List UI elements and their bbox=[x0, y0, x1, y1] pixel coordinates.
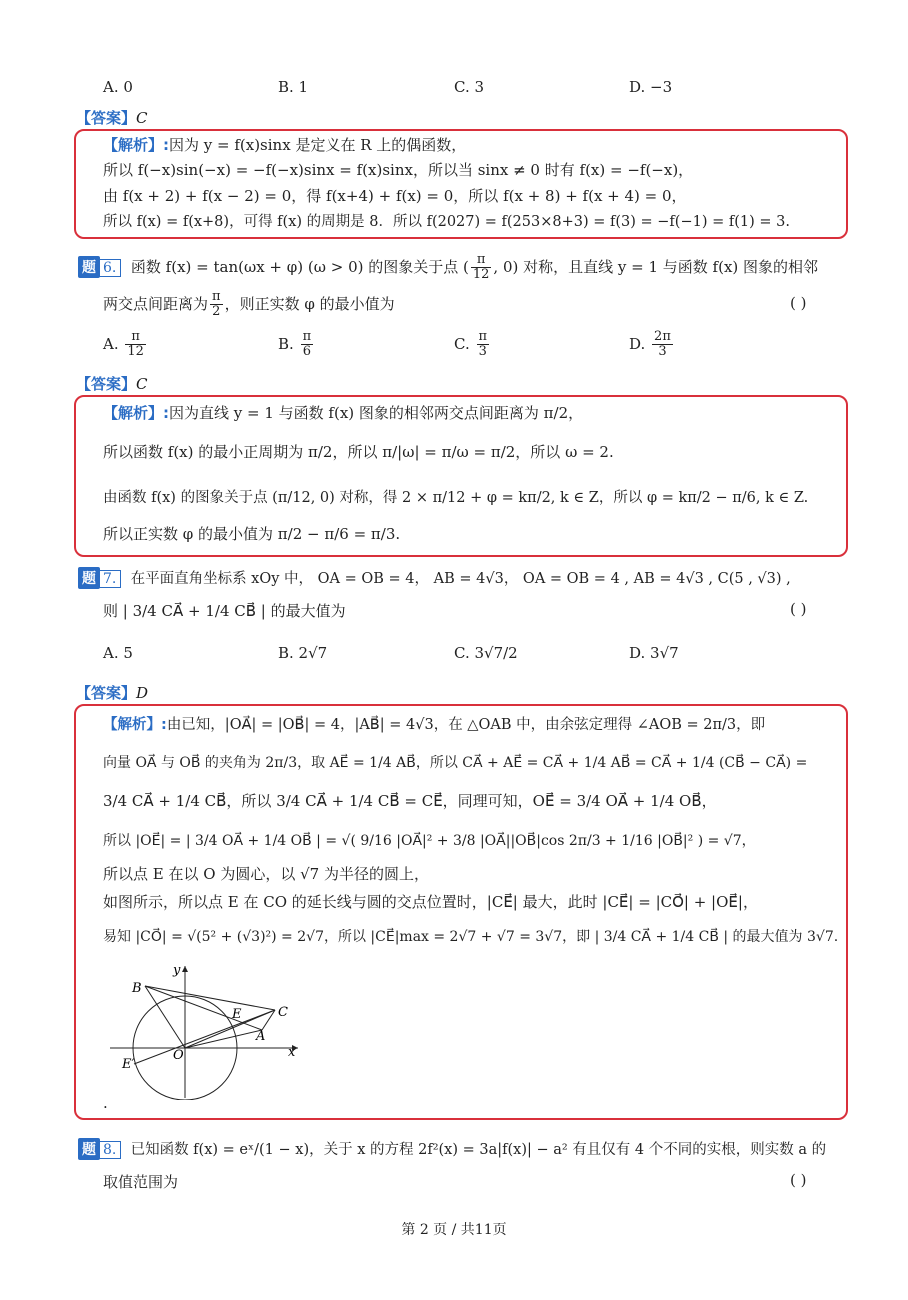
q7-stem-1: 在平面直角坐标系 xOy 中， OA = OB = 4， AB = 4√3， OA = OB = 4 , AB = 4√3 , C(5 , √3) , bbox=[130, 571, 791, 587]
label-e: E bbox=[232, 1007, 242, 1022]
q7-analysis-line-5: 所以点 E 在以 O 为圆心，以 √7 为半径的圆上， bbox=[103, 865, 429, 883]
q6-option-b-label: B. bbox=[278, 334, 294, 353]
q6-answer-label: 【答案】 bbox=[76, 375, 137, 393]
q7-analysis-label: 【解析】: bbox=[103, 717, 167, 733]
q6-option-a bbox=[103, 330, 148, 360]
q6-option-d-value bbox=[652, 330, 673, 360]
q6-option-b bbox=[278, 330, 315, 360]
segment-bo bbox=[145, 986, 185, 1048]
q7-trailing-dot: . bbox=[103, 1094, 108, 1112]
q7-analysis-line-2: 向量 OA⃗ 与 OB⃗ 的夹角为 2π/3，取 AE⃗ = 1/4 AB⃗，所以 CA⃗ + AE⃗ = CA⃗ + 1/4 AB⃗ = CA⃗ + 1/4 (CB⃗ − CA⃗) = bbox=[103, 755, 808, 771]
q6-stem-line-2 bbox=[103, 290, 395, 320]
label-a: A bbox=[256, 1029, 266, 1044]
q6-analysis-line-2: 所以函数 f(x) 的最小正周期为 π/2，所以 π/|ω| = π/ω = π/2，所以 ω = 2. bbox=[103, 443, 614, 461]
q6-option-d-label: D. bbox=[629, 334, 646, 353]
q6-analysis-line-1 bbox=[103, 402, 583, 423]
label-e-prime: E′ bbox=[122, 1057, 135, 1072]
q6-option-c-label: C. bbox=[454, 334, 470, 353]
q7-number: 7. bbox=[98, 570, 121, 588]
q6-tag: 题 bbox=[78, 256, 100, 278]
q6-stem-1b: , 0) 对称，且直线 y = 1 与函数 f(x) 图象的相邻 bbox=[493, 257, 819, 276]
q7-analysis-line-3: 3/4 CA⃗ + 1/4 CB⃗，所以 3/4 CA⃗ + 1/4 CB⃗ = CE⃗，同理可知，OE⃗ = 3/4 OA⃗ + 1/4 OB⃗， bbox=[103, 792, 717, 810]
q6-option-c-num: π bbox=[478, 329, 488, 344]
q7-analysis-line-4: 所以 |OE⃗| = | 3/4 OA⃗ + 1/4 OB⃗ | = √( 9/16 |OA⃗|² + 3/8 |OA⃗||OB⃗|cos 2π/3 + 1/16 |OB⃗|² ) = √7， bbox=[103, 833, 756, 849]
q5-option-c: C. 3 bbox=[454, 78, 485, 96]
q6-option-d-den: 3 bbox=[658, 344, 667, 360]
q6-stem-line-1 bbox=[78, 253, 818, 283]
q7-option-a: A. 5 bbox=[103, 644, 133, 662]
q5-analysis-label: 【解析】: bbox=[103, 136, 169, 154]
q8-stem-1: 已知函数 f(x) = eˣ/(1 − x)，关于 x 的方程 2f²(x) = 3a|f(x)| − a² 有且仅有 4 个不同的实根，则实数 a 的 bbox=[130, 1142, 827, 1158]
q6-line-1-text: 因为直线 y = 1 与函数 f(x) 图象的相邻两交点间距离为 π/2， bbox=[169, 404, 584, 422]
q6-option-a-den: 12 bbox=[127, 344, 144, 360]
segment-bc bbox=[145, 986, 275, 1010]
q5-analysis-line-1 bbox=[103, 134, 466, 155]
q6-stem-2a: 两交点间距离为 bbox=[103, 294, 209, 313]
q6-option-c-den: 3 bbox=[478, 344, 487, 360]
q7-answer-value: D bbox=[136, 684, 149, 702]
segment-oa bbox=[185, 1030, 262, 1048]
q5-answer bbox=[76, 107, 148, 128]
q5-line-1-text: 因为 y = f(x)sinx 是定义在 R 上的偶函数， bbox=[169, 136, 467, 154]
q8-stem-line-2: 取值范围为 bbox=[103, 1173, 179, 1191]
q5-answer-value: C bbox=[136, 109, 148, 127]
label-c: C bbox=[278, 1005, 288, 1020]
q8-stem-line-1 bbox=[78, 1138, 826, 1160]
q7-tag: 题 bbox=[78, 567, 100, 589]
label-o: O bbox=[173, 1048, 184, 1063]
q6-stem-2b: ，则正实数 φ 的最小值为 bbox=[224, 294, 395, 313]
q5-answer-label: 【答案】 bbox=[76, 109, 137, 127]
q6-option-b-value bbox=[301, 330, 314, 360]
q8-answer-blank: ( ) bbox=[790, 1171, 807, 1189]
label-b: B bbox=[132, 981, 142, 996]
q5-option-d: D. −3 bbox=[629, 78, 673, 96]
q7-option-b: B. 2√7 bbox=[278, 644, 328, 662]
label-x: x bbox=[288, 1045, 296, 1060]
q5-option-b: B. 1 bbox=[278, 78, 309, 96]
q7-option-d: D. 3√7 bbox=[629, 644, 679, 662]
q8-number: 8. bbox=[98, 1141, 121, 1159]
q6-analysis-label: 【解析】: bbox=[103, 404, 169, 422]
q6-answer bbox=[76, 373, 148, 394]
q6-stem-frac-pi-2: $\frac{\pi}{2}$ bbox=[212, 289, 221, 320]
q7-option-c: C. 3√7/2 bbox=[454, 644, 518, 662]
q6-stem-frac-pi-12: $\frac{\pi}{12}$ bbox=[472, 252, 490, 283]
q5-option-a: A. 0 bbox=[103, 78, 133, 96]
q5-analysis-line-4: 所以 f(x) = f(x+8)，可得 f(x) 的周期是 8．所以 f(2027) = f(253×8+3) = f(3) = −f(−1) = f(1) = 3. bbox=[103, 214, 790, 230]
q6-option-b-num: π bbox=[302, 329, 312, 344]
q6-answer-value: C bbox=[136, 375, 148, 393]
label-y: y bbox=[173, 963, 181, 978]
q7-stem-line-2: 则 | 3/4 CA⃗ + 1/4 CB⃗ | 的最大值为 bbox=[103, 602, 346, 620]
q6-number: 6. bbox=[98, 259, 121, 277]
q6-option-d-num: 2π bbox=[654, 329, 671, 344]
q7-analysis-line-1 bbox=[103, 713, 765, 734]
q7-answer bbox=[76, 682, 148, 703]
q7-geometry-figure bbox=[110, 960, 310, 1100]
q6-option-c-value bbox=[477, 330, 490, 360]
q6-option-a-value bbox=[125, 330, 146, 360]
q5-analysis-line-2: 所以 f(−x)sin(−x) = −f(−x)sinx = f(x)sinx，所以当 sinx ≠ 0 时有 f(x) = −f(−x)， bbox=[103, 161, 694, 179]
q7-answer-blank: ( ) bbox=[790, 600, 807, 618]
q6-option-d bbox=[629, 330, 675, 360]
q7-analysis-line-6: 如图所示，所以点 E 在 CO 的延长线与圆的交点位置时，|CE⃗| 最大，此时 |CE⃗| = |CO⃗| + |OE⃗|， bbox=[103, 893, 758, 911]
q7-line-1-text: 由已知，|OA⃗| = |OB⃗| = 4，|AB⃗| = 4√3，在 △OAB 中，由余弦定理得 ∠AOB = 2π/3，即 bbox=[166, 717, 766, 733]
q6-analysis-line-4: 所以正实数 φ 的最小值为 π/2 − π/6 = π/3. bbox=[103, 525, 401, 543]
page-footer: 第 2 页 / 共11页 bbox=[401, 1222, 507, 1238]
q6-answer-blank: ( ) bbox=[790, 294, 807, 312]
q6-option-c bbox=[454, 330, 491, 360]
q6-option-a-num: π bbox=[125, 330, 146, 345]
q6-option-a-label: A. bbox=[103, 334, 119, 353]
q7-answer-label: 【答案】 bbox=[76, 684, 137, 702]
q7-stem-line-1 bbox=[78, 567, 791, 589]
q6-option-b-den: 6 bbox=[302, 344, 311, 360]
q5-analysis-line-3: 由 f(x + 2) + f(x − 2) = 0，得 f(x+4) + f(x) = 0，所以 f(x + 8) + f(x + 4) = 0， bbox=[103, 187, 687, 205]
q7-analysis-line-7: 易知 |CO⃗| = √(5² + (√3)²) = 2√7，所以 |CE⃗|max = 2√7 + √7 = 3√7，即 | 3/4 CA⃗ + 1/4 CB⃗ | 的最大值为 3√7. bbox=[103, 929, 839, 945]
segment-ce bbox=[134, 1010, 275, 1064]
q6-stem-1a: 函数 f(x) = tan(ωx + φ) (ω > 0) 的图象关于点 ( bbox=[130, 257, 469, 276]
q8-tag: 题 bbox=[78, 1138, 100, 1160]
q6-analysis-line-3: 由函数 f(x) 的图象关于点 (π/12, 0) 对称，得 2 × π/12 + φ = kπ/2, k ∈ Z，所以 φ = kπ/2 − π/6, k ∈ Z. bbox=[103, 490, 809, 506]
